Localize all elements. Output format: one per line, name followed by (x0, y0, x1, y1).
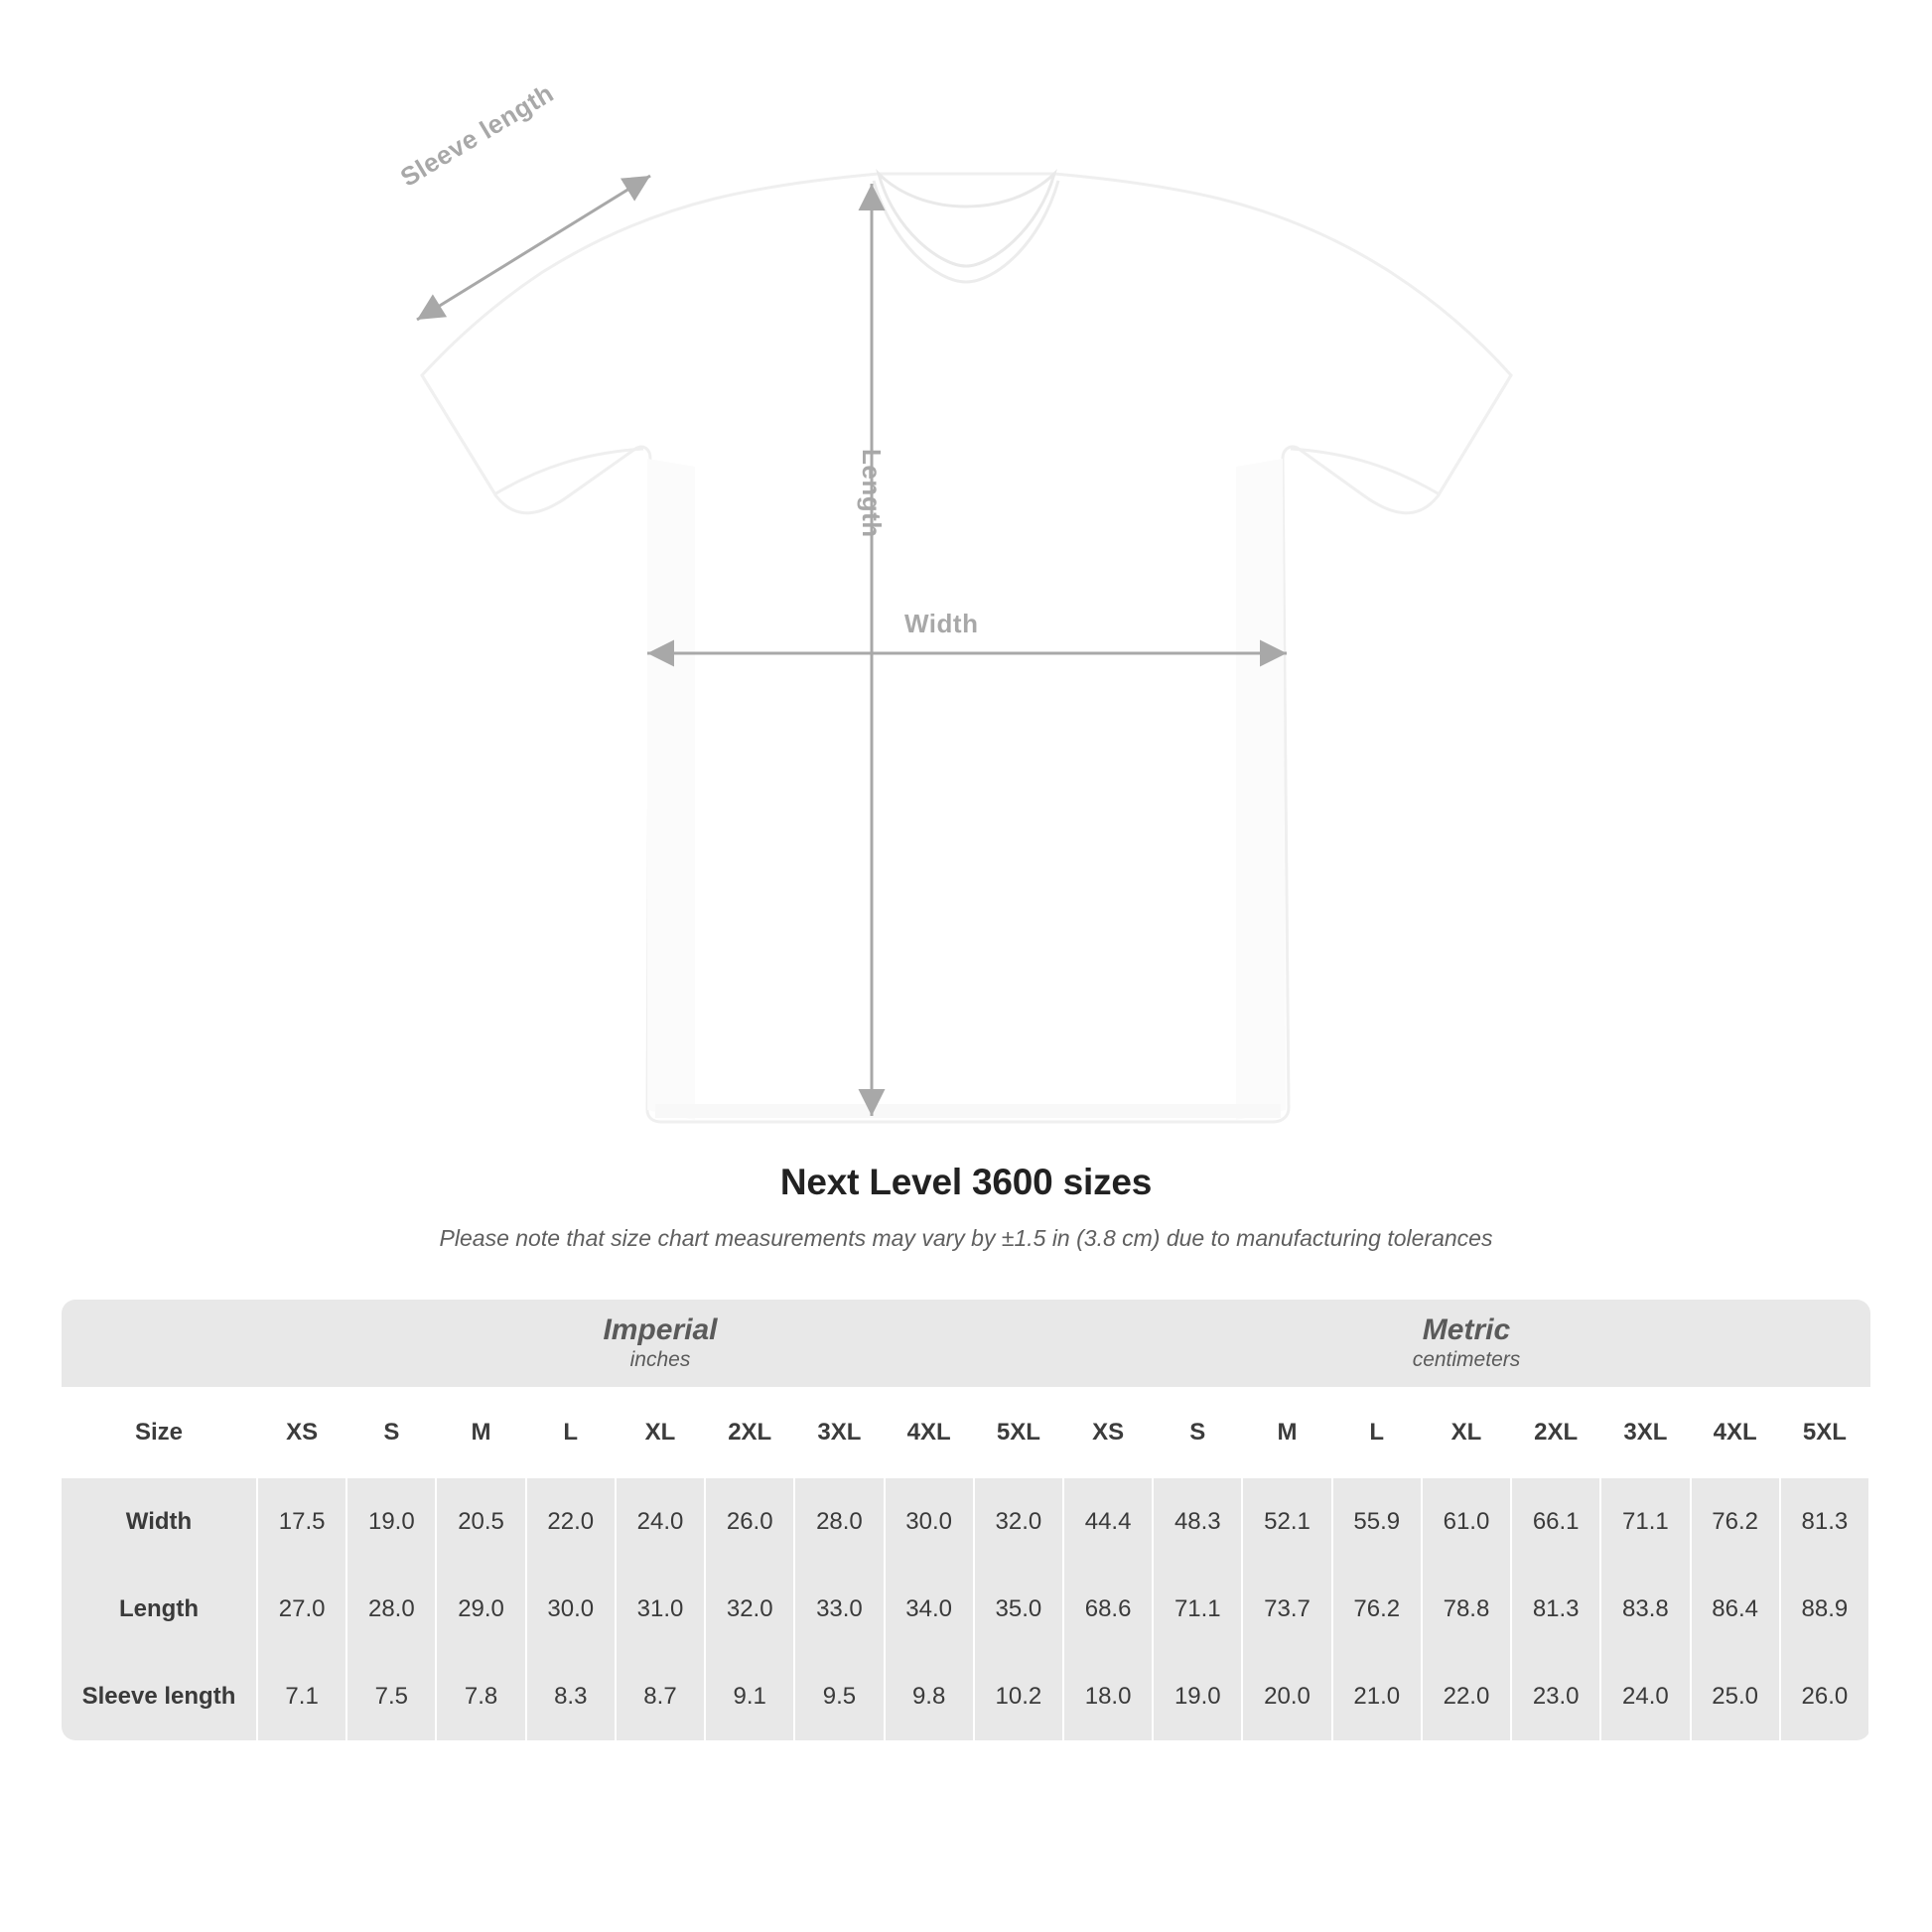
column-header: S (346, 1387, 436, 1478)
column-header: 2XL (1511, 1387, 1600, 1478)
table-corner (62, 1300, 257, 1387)
column-header: L (526, 1387, 616, 1478)
table-cell: 28.0 (346, 1566, 436, 1653)
length-label: Length (857, 449, 887, 538)
unit-header-row (62, 1300, 1869, 1387)
tolerance-note: Please note that size chart measurements may vary by ±1.5 in (3.8 cm) due to manufacturing tolerances (439, 1225, 1493, 1251)
size-header-row (62, 1387, 1869, 1478)
table-cell: 35.0 (974, 1566, 1063, 1653)
row-header-label: Size (62, 1387, 257, 1478)
table-cell: 9.8 (885, 1653, 974, 1740)
table-cell: 32.0 (705, 1566, 794, 1653)
table-cell: 76.2 (1691, 1478, 1780, 1566)
table-cell: 25.0 (1691, 1653, 1780, 1740)
table-cell: 32.0 (974, 1478, 1063, 1566)
tshirt-shape (422, 174, 1511, 1122)
table-cell: 78.8 (1422, 1566, 1511, 1653)
column-header: XL (616, 1387, 705, 1478)
table-row (62, 1566, 1869, 1653)
table-cell: 7.5 (346, 1653, 436, 1740)
column-header: 4XL (885, 1387, 974, 1478)
table-cell: 71.1 (1153, 1566, 1242, 1653)
column-header: 5XL (1780, 1387, 1869, 1478)
table-cell: 55.9 (1332, 1478, 1422, 1566)
table-cell: 68.6 (1063, 1566, 1153, 1653)
table-cell: 48.3 (1153, 1478, 1242, 1566)
table-cell: 20.5 (436, 1478, 525, 1566)
table-cell: 24.0 (616, 1478, 705, 1566)
column-header: M (1242, 1387, 1331, 1478)
unit-group-name: Imperial (603, 1312, 718, 1346)
column-header: M (436, 1387, 525, 1478)
table-cell: 8.7 (616, 1653, 705, 1740)
table-cell: 83.8 (1600, 1566, 1690, 1653)
column-header: XS (1063, 1387, 1153, 1478)
table-cell: 7.1 (257, 1653, 346, 1740)
unit-group-sub: inches (629, 1348, 691, 1372)
unit-group-name: Metric (1422, 1312, 1511, 1346)
row-label: Width (62, 1478, 257, 1566)
table-cell: 26.0 (1780, 1653, 1869, 1740)
table-cell: 30.0 (526, 1566, 616, 1653)
table-cell: 21.0 (1332, 1653, 1422, 1740)
column-header: XL (1422, 1387, 1511, 1478)
table-cell: 71.1 (1600, 1478, 1690, 1566)
table-cell: 27.0 (257, 1566, 346, 1653)
size-table-wrapper (62, 1300, 1870, 1740)
column-header: 3XL (1600, 1387, 1690, 1478)
column-header: XS (257, 1387, 346, 1478)
table-row (62, 1653, 1869, 1740)
unit-group-header-metric (1063, 1300, 1869, 1387)
table-cell: 61.0 (1422, 1478, 1511, 1566)
table-cell: 19.0 (1153, 1653, 1242, 1740)
unit-group-sub: centimeters (1412, 1348, 1521, 1372)
table-cell: 30.0 (885, 1478, 974, 1566)
column-header: 3XL (794, 1387, 884, 1478)
table-cell: 22.0 (1422, 1653, 1511, 1740)
table-cell: 24.0 (1600, 1653, 1690, 1740)
table-cell: 44.4 (1063, 1478, 1153, 1566)
table-cell: 19.0 (346, 1478, 436, 1566)
table-cell: 10.2 (974, 1653, 1063, 1740)
table-cell: 29.0 (436, 1566, 525, 1653)
column-header: 4XL (1691, 1387, 1780, 1478)
sleeve-length-label: Sleeve length (395, 77, 559, 193)
table-cell: 34.0 (885, 1566, 974, 1653)
table-cell: 9.5 (794, 1653, 884, 1740)
table-cell: 31.0 (616, 1566, 705, 1653)
table-cell: 23.0 (1511, 1653, 1600, 1740)
table-cell: 33.0 (794, 1566, 884, 1653)
unit-group-header-imperial (257, 1300, 1063, 1387)
table-cell: 81.3 (1511, 1566, 1600, 1653)
column-header: 2XL (705, 1387, 794, 1478)
table-cell: 86.4 (1691, 1566, 1780, 1653)
table-cell: 26.0 (705, 1478, 794, 1566)
column-header: 5XL (974, 1387, 1063, 1478)
table-cell: 20.0 (1242, 1653, 1331, 1740)
table-row (62, 1478, 1869, 1566)
row-label: Sleeve length (62, 1653, 257, 1740)
table-cell: 7.8 (436, 1653, 525, 1740)
table-cell: 73.7 (1242, 1566, 1331, 1653)
table-cell: 8.3 (526, 1653, 616, 1740)
page-title: Next Level 3600 sizes (779, 1162, 1153, 1202)
table-cell: 66.1 (1511, 1478, 1600, 1566)
table-cell: 76.2 (1332, 1566, 1422, 1653)
table-cell: 52.1 (1242, 1478, 1331, 1566)
table-cell: 17.5 (257, 1478, 346, 1566)
table-cell: 22.0 (526, 1478, 616, 1566)
size-table (62, 1300, 1870, 1740)
width-label: Width (904, 609, 979, 638)
table-cell: 28.0 (794, 1478, 884, 1566)
table-cell: 81.3 (1780, 1478, 1869, 1566)
column-header: L (1332, 1387, 1422, 1478)
row-label: Length (62, 1566, 257, 1653)
table-cell: 88.9 (1780, 1566, 1869, 1653)
table-cell: 18.0 (1063, 1653, 1153, 1740)
column-header: S (1153, 1387, 1242, 1478)
table-cell: 9.1 (705, 1653, 794, 1740)
